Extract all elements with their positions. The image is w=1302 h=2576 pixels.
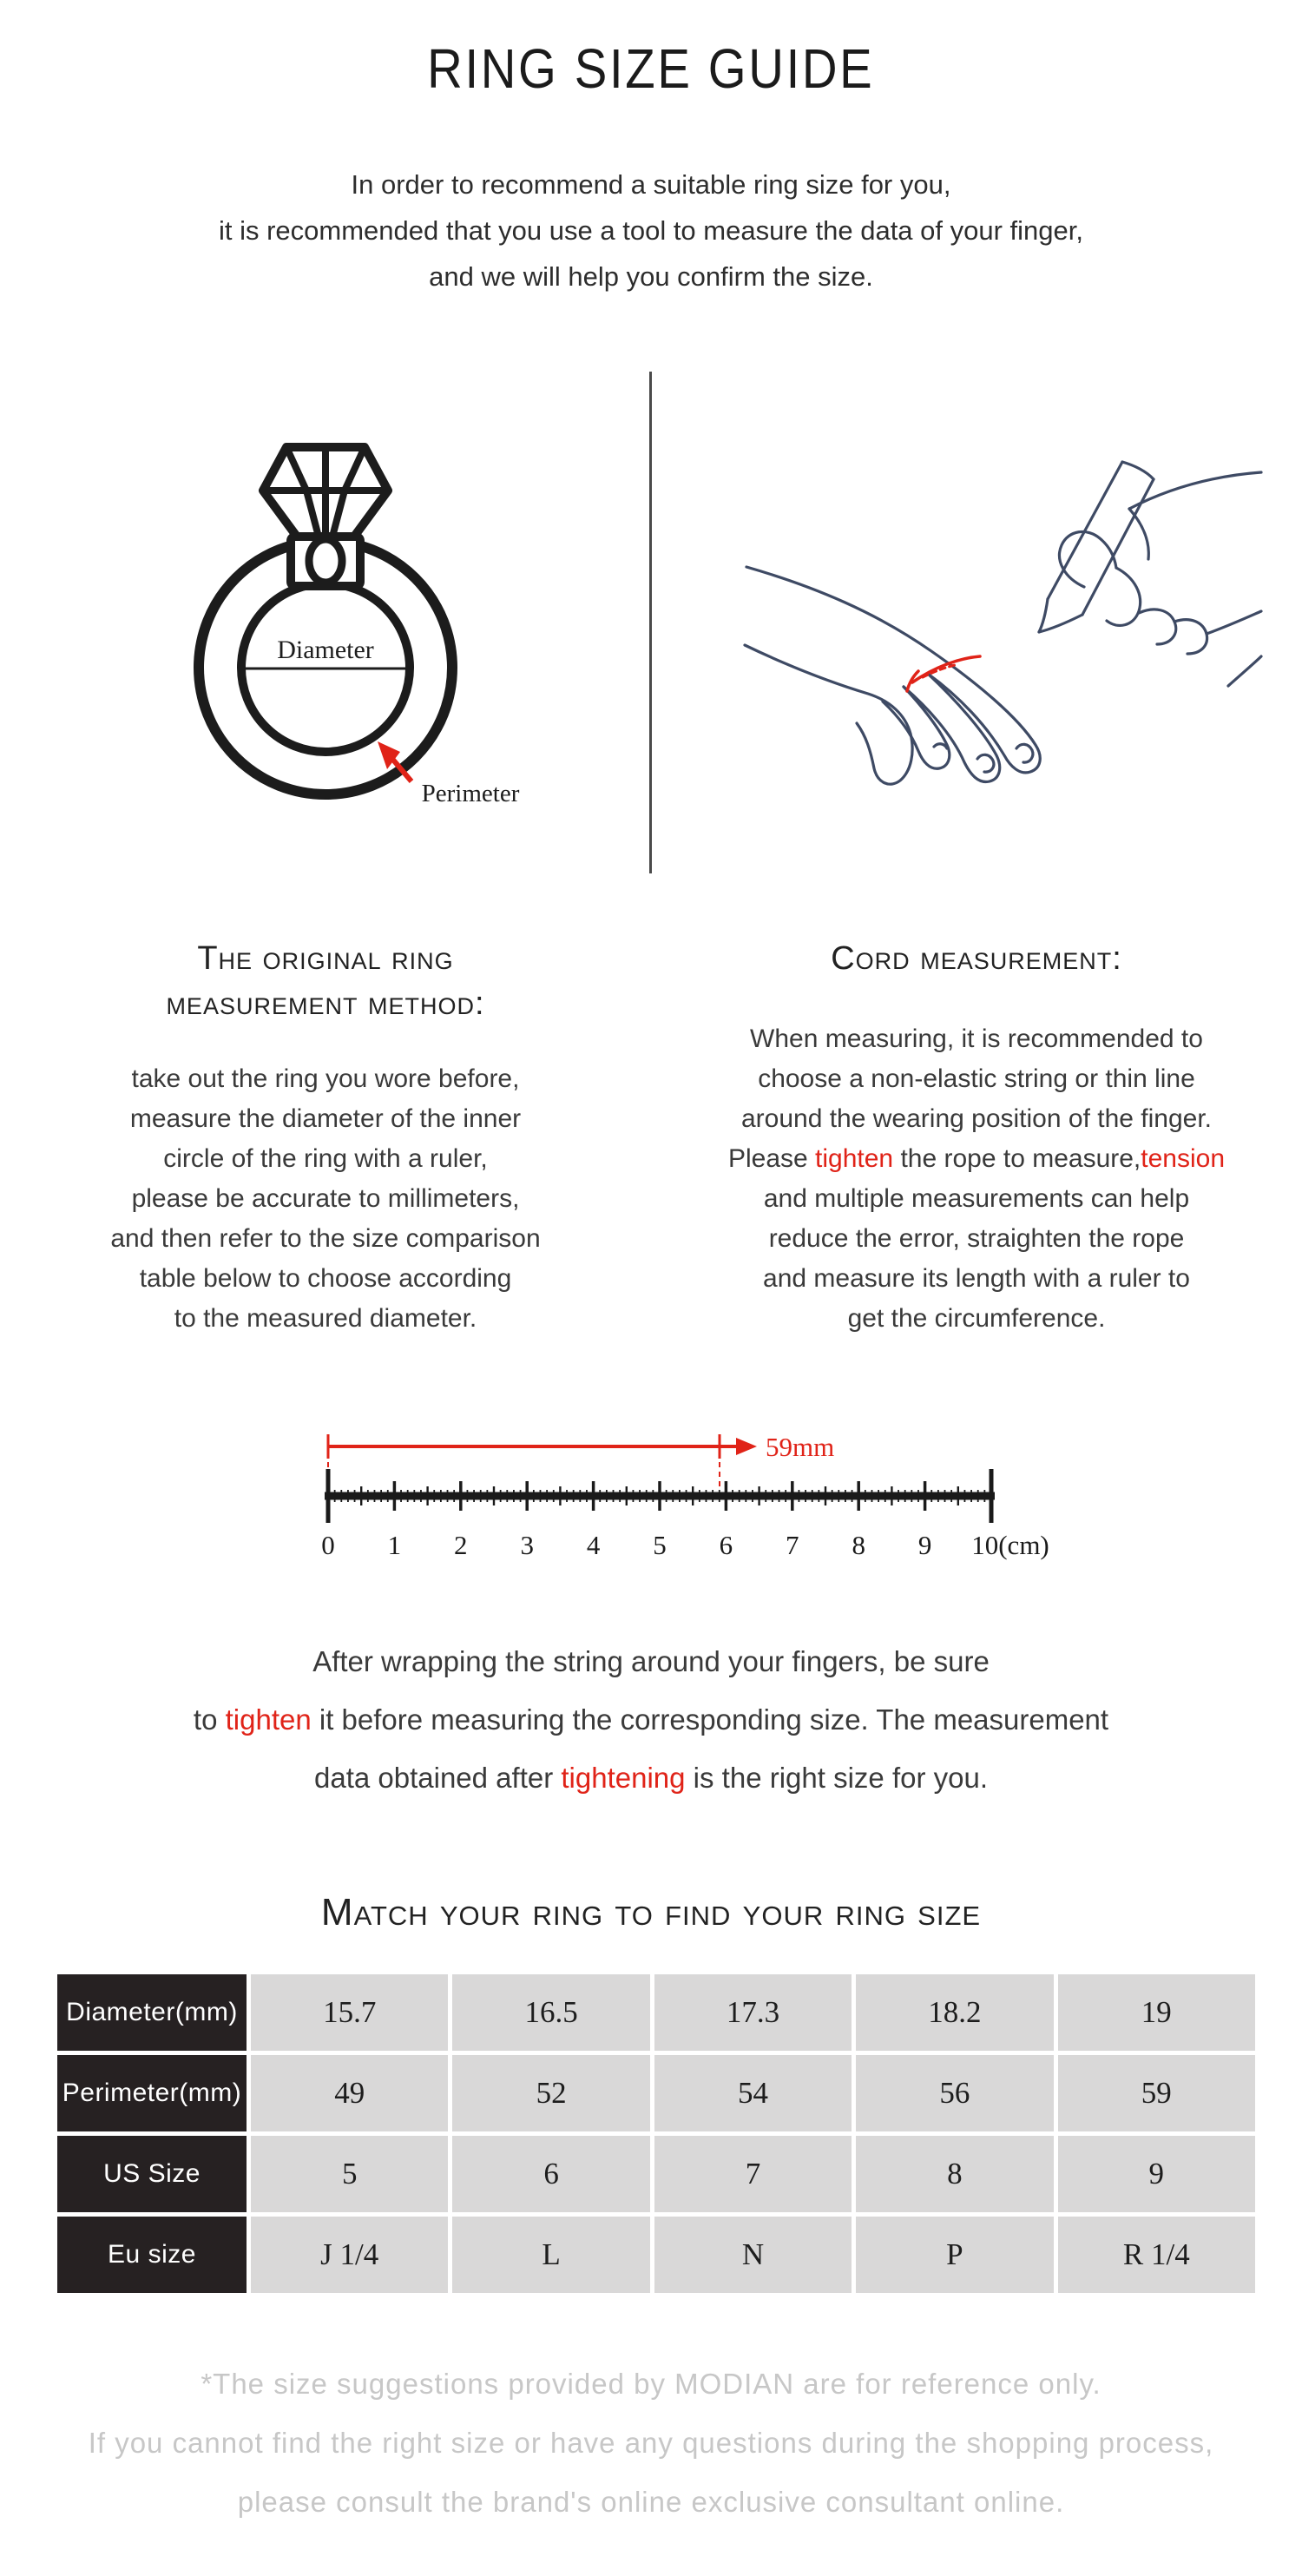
ruler-number: 5 — [653, 1530, 667, 1560]
table-cell: 19 — [1058, 1974, 1255, 2051]
section-divider — [649, 372, 652, 873]
method-heading — [0, 936, 651, 1026]
table-cell: 8 — [856, 2136, 1053, 2212]
highlighted-word: tighten — [815, 1144, 894, 1173]
text-segment: take out the ring you wore before, — [131, 1064, 520, 1093]
table-cell: 7 — [654, 2136, 852, 2212]
table-cell: 6 — [452, 2136, 649, 2212]
paragraph-line — [668, 1219, 1285, 1259]
paragraph-line — [668, 1099, 1285, 1139]
table-cell: 16.5 — [452, 1974, 649, 2051]
paragraph-line — [0, 1690, 1302, 1749]
ruler-number: 10(cm) — [971, 1530, 1049, 1560]
table-row-label: Eu size — [57, 2217, 247, 2293]
table-row-label: US Size — [57, 2136, 247, 2212]
table-cell: 56 — [856, 2055, 1053, 2131]
highlighted-word: tighten — [225, 1703, 312, 1736]
paragraph-line — [0, 2414, 1302, 2473]
paragraph-line — [0, 254, 1302, 300]
paragraph-line — [17, 1179, 634, 1219]
text-segment: Please — [727, 1144, 816, 1173]
text-segment: choose a non-elastic string or thin line — [758, 1064, 1195, 1093]
table-row-label: Perimeter(mm) — [57, 2055, 247, 2131]
ring-band-mount — [291, 537, 360, 586]
table-cell: R 1/4 — [1058, 2217, 1255, 2293]
paragraph-line — [17, 1259, 634, 1299]
text-segment: get the circumference. — [847, 1304, 1106, 1333]
text-segment: and multiple measurements can help — [763, 1184, 1190, 1213]
cord-heading: Cord measurement: — [831, 940, 1122, 977]
diameter-label: Diameter — [277, 636, 374, 664]
paragraph-line — [668, 1299, 1285, 1339]
table-cell: 9 — [1058, 2136, 1255, 2212]
text-segment: If you cannot find the right size or have any questions during the shopping process, — [88, 2427, 1214, 2459]
paragraph-line — [0, 208, 1302, 254]
table-cell: 54 — [654, 2055, 852, 2131]
table-cell: L — [452, 2217, 649, 2293]
highlighted-word: tension — [1141, 1144, 1226, 1173]
ruler-number: 1 — [387, 1530, 402, 1560]
ruler-number: 0 — [321, 1530, 335, 1560]
table-cell: P — [856, 2217, 1053, 2293]
text-segment: please be accurate to millimeters, — [131, 1184, 520, 1213]
paragraph-line — [17, 1299, 634, 1339]
text-segment: When measuring, it is recommended to — [750, 1024, 1203, 1053]
text-segment: it before measuring the corresponding size. The measurement — [311, 1703, 1109, 1736]
table-cell: 49 — [251, 2055, 448, 2131]
highlighted-word: tightening — [561, 1762, 686, 1794]
text-segment: table below to choose according — [139, 1264, 512, 1293]
text-segment: around the wearing position of the finger. — [740, 1104, 1213, 1133]
ruler-measure-label: 59mm — [766, 1432, 835, 1462]
paragraph-line — [17, 1139, 634, 1179]
ruler-number: 3 — [520, 1530, 534, 1560]
ruler-number: 8 — [852, 1530, 865, 1560]
text-segment: it is recommended that you use a tool to measure the data of your finger, — [218, 215, 1083, 246]
paragraph-line — [0, 2473, 1302, 2532]
ring-diagram — [122, 413, 529, 821]
method-heading-line1: The original ring — [197, 940, 454, 977]
pen-icon — [1039, 462, 1154, 632]
paragraph-line — [0, 161, 1302, 208]
ruler-number: 9 — [917, 1530, 932, 1560]
paragraph-line — [668, 1139, 1285, 1179]
perimeter-label: Perimeter — [421, 780, 520, 807]
paragraph-line — [0, 1632, 1302, 1690]
text-segment: and measure its length with a ruler to — [763, 1264, 1190, 1293]
method-paragraph — [17, 1059, 634, 1339]
table-cell: N — [654, 2217, 852, 2293]
ruler-number: 7 — [786, 1530, 799, 1560]
page-title-text: RING SIZE GUIDE — [427, 37, 875, 100]
table-cell: J 1/4 — [251, 2217, 448, 2293]
intro-paragraph — [0, 161, 1302, 300]
hands-illustration — [742, 458, 1263, 804]
cord-paragraph — [668, 1019, 1285, 1339]
table-cell: 18.2 — [856, 1974, 1053, 2051]
ruler-number: 2 — [454, 1530, 468, 1560]
paragraph-line — [668, 1019, 1285, 1059]
text-segment: *The size suggestions provided by MODIAN are for reference only. — [201, 2368, 1101, 2400]
table-cell: 15.7 — [251, 1974, 448, 2051]
text-segment: and then refer to the size comparison — [110, 1224, 541, 1253]
text-segment: please consult the brand's online exclusive consultant online. — [237, 2486, 1065, 2518]
paragraph-line — [0, 1749, 1302, 1807]
table-cell: 59 — [1058, 2055, 1255, 2131]
text-segment: After wrapping the string around your fingers, be sure — [312, 1645, 990, 1677]
paragraph-line — [17, 1059, 634, 1099]
text-segment: to the measured diameter. — [174, 1304, 477, 1333]
text-segment: measure the diameter of the inner — [129, 1104, 522, 1133]
table-row-label: Diameter(mm) — [57, 1974, 247, 2051]
table-heading: Match your ring to find your ring size — [320, 1891, 982, 1934]
text-segment: is the right size for you. — [685, 1762, 988, 1794]
text-segment: In order to recommend a suitable ring size for you, — [351, 169, 951, 200]
method-heading-line2: measurement method: — [166, 985, 485, 1022]
paragraph-line — [668, 1259, 1285, 1299]
paragraph-line — [17, 1099, 634, 1139]
right-hand — [1039, 462, 1261, 686]
paragraph-line — [0, 2355, 1302, 2414]
paragraph-line — [668, 1059, 1285, 1099]
ruler-ticks — [328, 1469, 991, 1523]
text-segment: and we will help you confirm the size. — [429, 261, 873, 292]
measure-arrow — [328, 1434, 757, 1490]
text-segment: the rope to measure, — [893, 1144, 1141, 1173]
size-table — [57, 1974, 1255, 2293]
footer-note — [0, 2355, 1302, 2532]
ruler-number: 6 — [719, 1530, 733, 1560]
left-hand — [745, 567, 1040, 784]
ruler-numbers — [321, 1530, 1049, 1560]
diamond-icon — [263, 447, 388, 537]
text-segment: circle of the ring with a ruler, — [163, 1144, 488, 1173]
paragraph-line — [668, 1179, 1285, 1219]
ruler-number: 4 — [586, 1530, 601, 1560]
paragraph-line — [17, 1219, 634, 1259]
ruler — [321, 1413, 1068, 1565]
text-segment: to — [193, 1703, 226, 1736]
page-title — [0, 36, 1302, 101]
text-segment: reduce the error, straighten the rope — [768, 1224, 1185, 1253]
after-ruler-paragraph — [0, 1632, 1302, 1807]
table-cell: 17.3 — [654, 1974, 852, 2051]
table-cell: 5 — [251, 2136, 448, 2212]
table-cell: 52 — [452, 2055, 649, 2131]
text-segment: data obtained after — [314, 1762, 562, 1794]
